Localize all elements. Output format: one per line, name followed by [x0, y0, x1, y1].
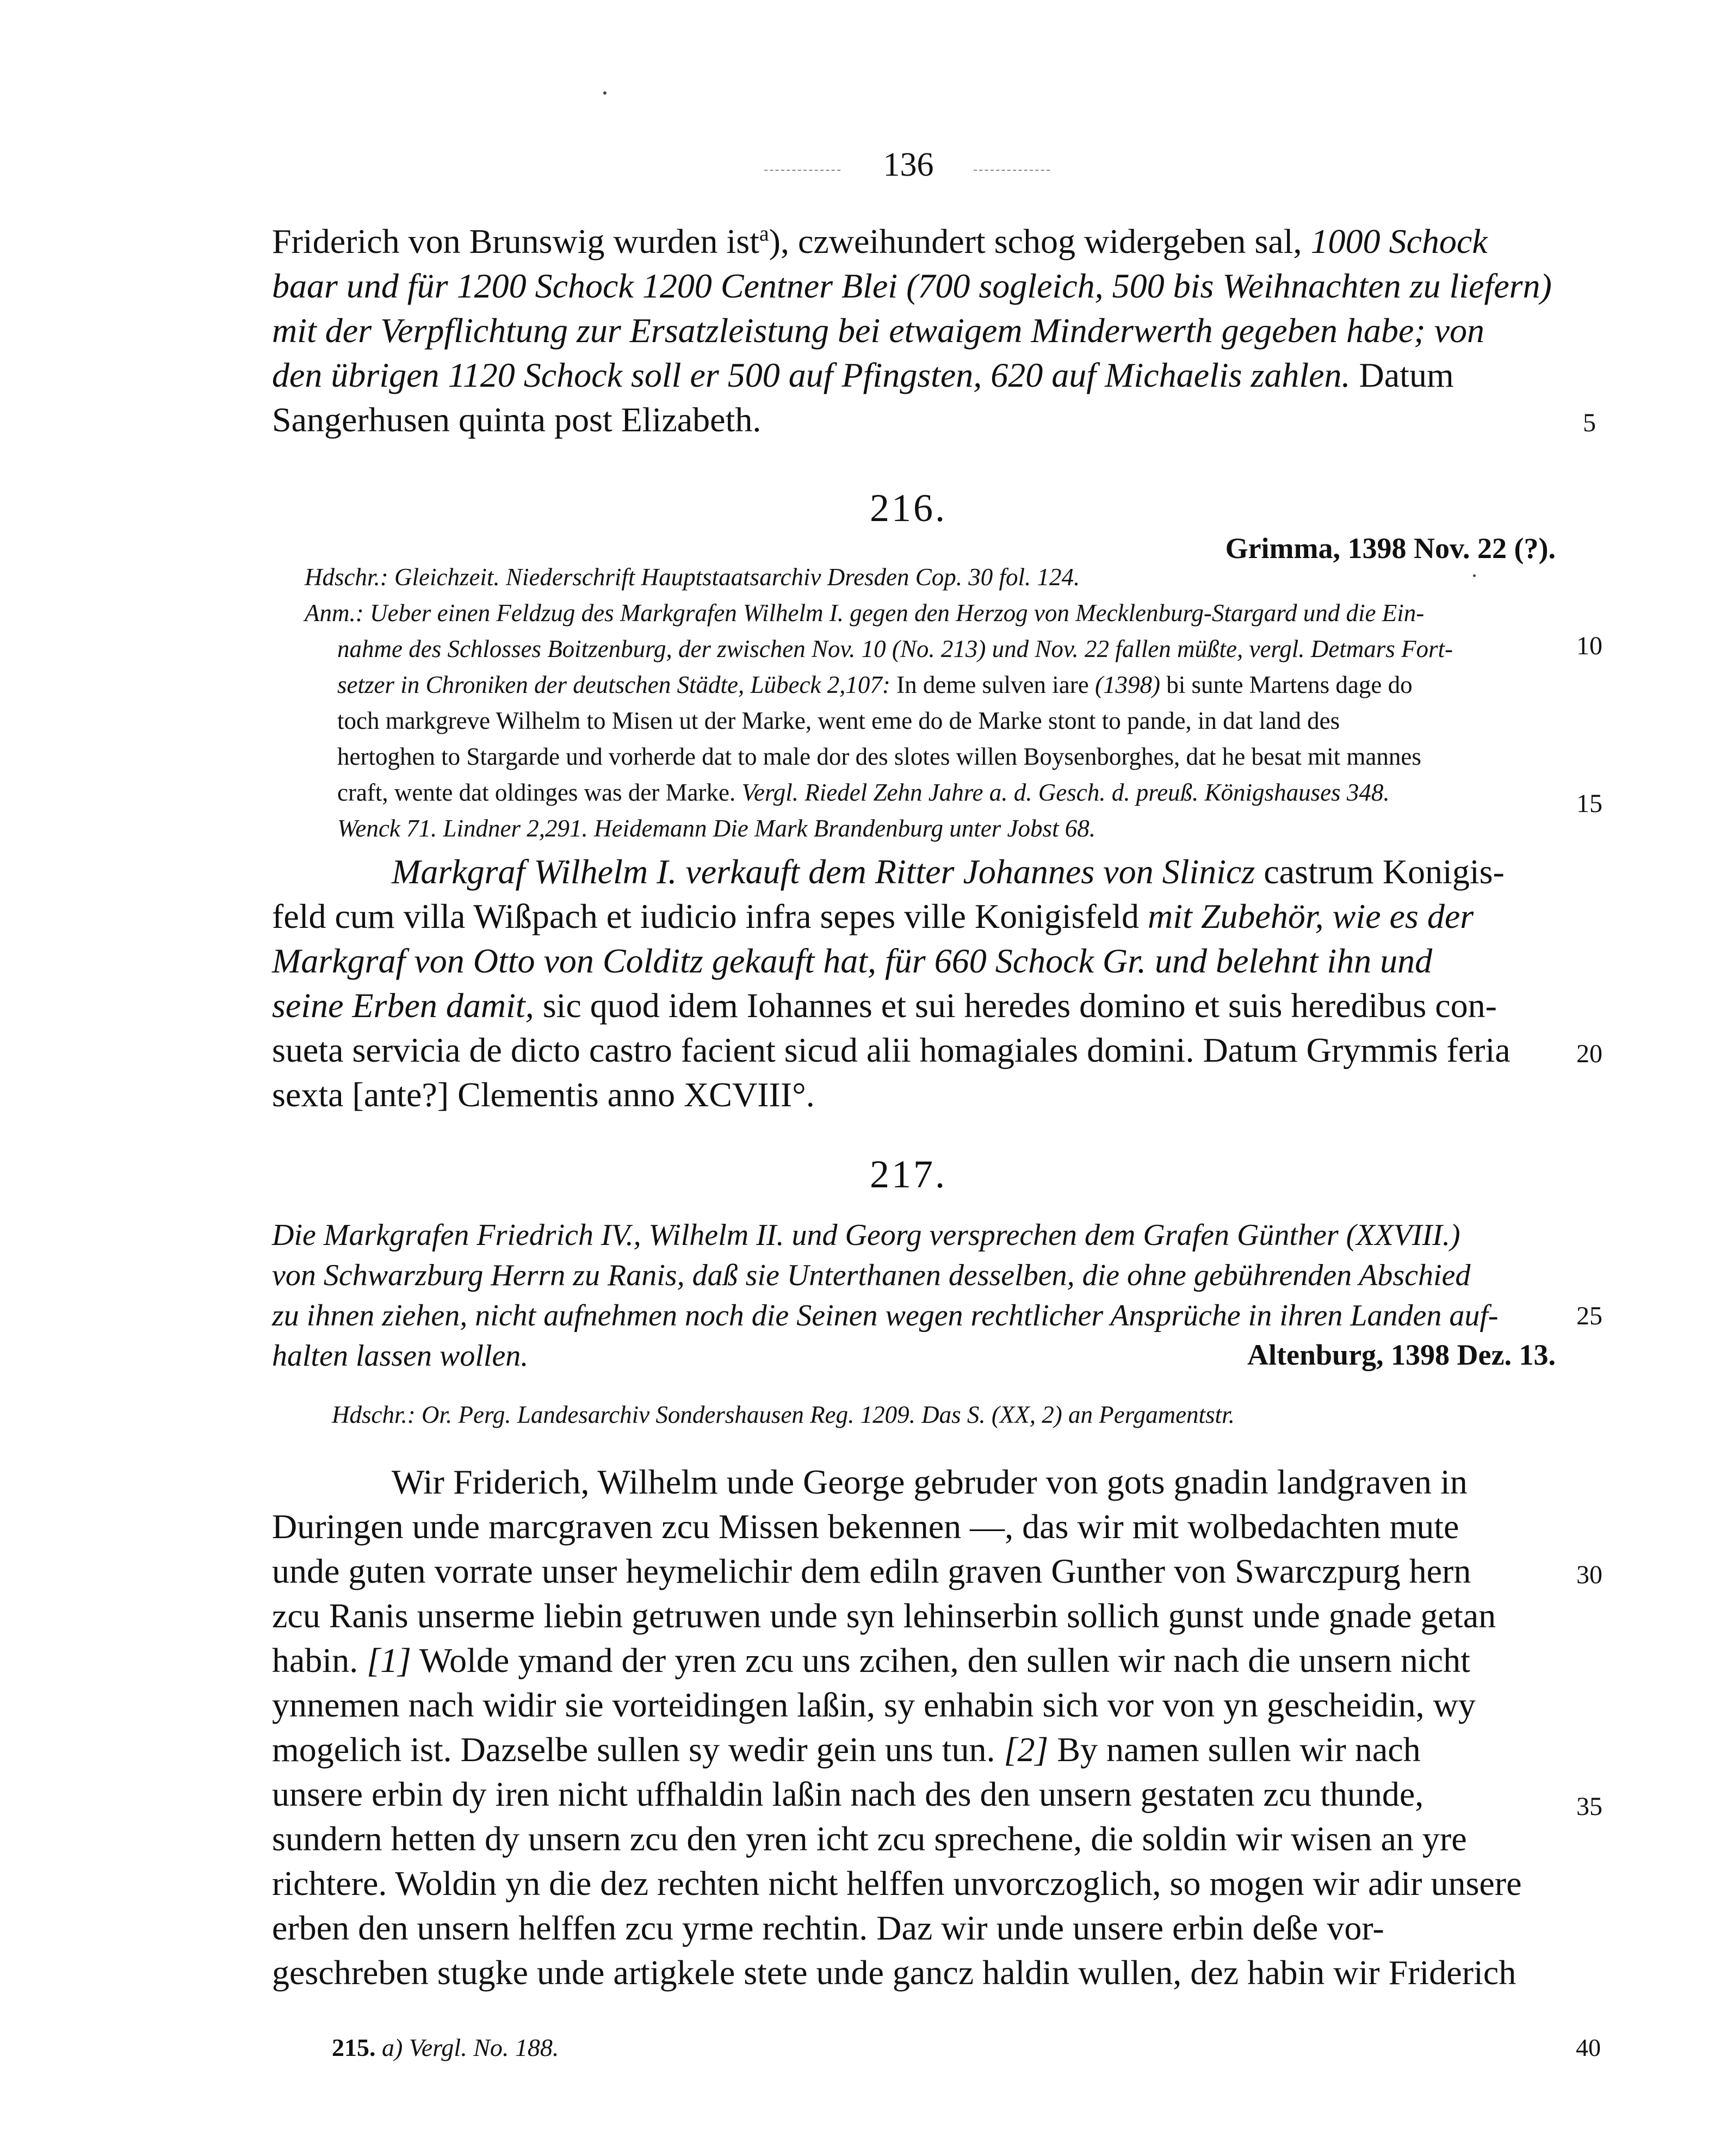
text-run: unsere erbin dy iren nicht uffhaldin laßin nach des den unsern gestaten zcu thunde, [272, 1775, 1424, 1813]
text-run: toch markgreve Wilhelm to Misen ut der Marke, went eme do de Marke stont to pande, in dat land des [337, 707, 1340, 734]
italic-text: setzer in Chroniken der deutschen Städte, Lübeck 2,107: [337, 671, 890, 698]
text-run: craft, wente dat oldinges was der Marke. [337, 779, 742, 806]
italic-text: mit Zubehör, wie es der [1148, 897, 1474, 935]
text-line [272, 1549, 1556, 1594]
text-run: Duringen unde marcgraven zcu Missen bekennen —, das wir mit wolbedachten mute [272, 1507, 1459, 1546]
document-216-text [272, 850, 1556, 1117]
text-run: sundern hetten dy unsern zcu den yren icht zcu sprechene, die soldin wir wisen an yre [272, 1819, 1467, 1858]
footnote [332, 2033, 559, 2062]
text-line [272, 1594, 1556, 1638]
page-header [0, 146, 1733, 189]
italic-text: Anm.: Ueber einen Feldzug des Markgrafen Wilhelm I. gegen den Herzog von Mecklenburg-Stargard und die Ein- [305, 599, 1425, 627]
text-line [272, 1906, 1556, 1950]
italic-text: [1] [367, 1641, 411, 1680]
italic-text: Markgraf Wilhelm I. verkauft dem Ritter Johannes von Slinicz [392, 852, 1255, 891]
hdschr-217: Hdschr.: Or. Perg. Landesarchiv Sondershausen Reg. 1209. Das S. (XX, 2) an Pergamentstr. [332, 1401, 1235, 1428]
text-run: geschreben stugke unde artigkele stete unde gancz haldin wullen, dez habin wir Friderich [272, 1953, 1517, 1992]
italic-text: Hdschr.: Gleichzeit. Niederschrift Hauptstaatsarchiv Dresden Cop. 30 fol. 124. [305, 563, 1080, 591]
text-run: In deme sulven iare [890, 671, 1095, 698]
text-line [272, 1073, 1556, 1117]
annotation-line [305, 595, 1556, 631]
italic-text: baar und für 1200 Schock 1200 Centner Blei (700 sogleich, 500 bis Weihnachten zu liefern) [272, 267, 1552, 305]
regest-line: halten lassen wollen. [272, 1339, 529, 1373]
document-number-217: 217. [870, 1153, 947, 1196]
document-217-hdschr [332, 1397, 1556, 1433]
text-run: By namen sullen wir nach [1048, 1730, 1421, 1769]
annotation-line [305, 667, 1556, 703]
text-line [272, 850, 1556, 894]
text-line [272, 1817, 1556, 1861]
italic-text: mit der Verpflichtung zur Ersatzleistung bei etwaigem Minderwerth gegeben habe; von [272, 311, 1484, 350]
line-number: 35 [1576, 1792, 1602, 1821]
footnote-text: a) Vergl. No. 188. [382, 2034, 559, 2061]
italic-text: den übrigen 1120 Schock soll er 500 auf Pfingsten, 620 auf Michaelis zahlen. [272, 356, 1351, 394]
text-run: sueta servicia de dicto castro facient sicud alii homagiales domini. Datum Grymmis feria [272, 1031, 1511, 1069]
line-number: 15 [1576, 789, 1602, 818]
text-run: sexta [ante?] Clementis anno XCVIII°. [272, 1075, 815, 1114]
line-number: 25 [1576, 1302, 1602, 1330]
text-run: Friderich von Brunswig wurden ist [272, 222, 759, 261]
line-number: 30 [1576, 1560, 1602, 1589]
page-number: 136 [883, 146, 934, 183]
regest-line: von Schwarzburg Herrn zu Ranis, daß sie Unterthanen desselben, die ohne gebührenden Abschied [272, 1259, 1471, 1292]
text-run: unde guten vorrate unser heymelichir dem ediln graven Gunther von Swarczpurg hern [272, 1552, 1471, 1590]
annotation-line [305, 703, 1556, 739]
line-number: 10 [1576, 631, 1602, 660]
text-run: bi sunte Martens dage do [1160, 671, 1413, 698]
document-216-notes [305, 559, 1556, 846]
text-line [272, 264, 1556, 308]
text-line [272, 1861, 1556, 1906]
text-run: mogelich ist. Dazselbe sullen sy wedir gein uns tun. [272, 1730, 1004, 1769]
regest-line: Die Markgrafen Friedrich IV., Wilhelm II. und Georg versprechen dem Grafen Günther (XXVIII.) [272, 1218, 1460, 1252]
footnote-marker: a [759, 221, 769, 246]
text-line [272, 308, 1556, 353]
line-number: 5 [1583, 408, 1596, 437]
regest-line: zu ihnen ziehen, nicht aufnehmen noch die Seinen wegen rechtlicher Ansprüche in ihren Landen auf- [272, 1299, 1499, 1333]
header-rule-left [764, 170, 840, 171]
annotation-line [305, 739, 1556, 775]
text-line [272, 353, 1556, 398]
text-line [272, 983, 1556, 1028]
text-line [272, 1460, 1556, 1504]
text-run: sic quod idem Iohannes et sui heredes domino et suis heredibus con- [534, 986, 1497, 1025]
italic-text: Markgraf von Otto von Colditz gekauft hat, für 660 Schock Gr. und belehnt ihn und [272, 941, 1433, 980]
text-line [272, 1772, 1556, 1817]
text-run: erben den unsern helffen zcu yrme rechtin. Daz wir unde unsere erbin deße vor- [272, 1909, 1384, 1947]
italic-text: seine Erben damit, [272, 986, 534, 1025]
header-rule-right [974, 170, 1050, 171]
text-run: Wolde ymand der yren zcu uns zcihen, den sullen wir nach die unsern nicht [411, 1641, 1470, 1680]
text-run: feld cum villa Wißpach et iudicio infra sepes ville Konigisfeld [272, 897, 1148, 935]
text-run: Wir Friderich, Wilhelm unde George gebruder von gots gnadin landgraven in [392, 1463, 1468, 1501]
italic-text: 1000 Schock [1310, 222, 1488, 261]
annotation-line [305, 810, 1556, 846]
document-number-216: 216. [870, 486, 947, 530]
text-line [272, 1028, 1556, 1073]
annotation-line [305, 631, 1556, 667]
text-run: richtere. Woldin yn die dez rechten nicht helffen unvorczoglich, so mogen wir adir unsere [272, 1864, 1522, 1903]
text-run: ynnemen nach widir sie vorteidingen laßin, sy enhabin sich vor von yn gescheidin, wy [272, 1686, 1476, 1724]
text-line [272, 1683, 1556, 1727]
text-run: zcu Ranis unserme liebin getruwen unde syn lehinserbin sollich gunst unde gnade getan [272, 1596, 1496, 1635]
text-run: hertoghen to Stargarde und vorherde dat to male dor des slotes willen Boysenborghes, dat he besat mit mannes [337, 743, 1421, 770]
text-run: habin. [272, 1641, 367, 1680]
italic-text: nahme des Schlosses Boitzenburg, der zwischen Nov. 10 (No. 213) und Nov. 22 fallen müßte, vergl. Detmars Fort- [337, 635, 1453, 662]
text-run: Datum [1350, 356, 1454, 394]
document-217-text [272, 1460, 1556, 1995]
dateline-216: Grimma, 1398 Nov. 22 (?). [1225, 532, 1556, 565]
text-line [272, 1950, 1556, 1995]
text-line [272, 939, 1556, 983]
italic-text: (1398) [1094, 671, 1160, 698]
line-number-40: 40 [1576, 2034, 1601, 2061]
hdschr-216 [305, 559, 1556, 595]
dateline-217: Altenburg, 1398 Dez. 13. [1247, 1339, 1556, 1371]
annotation-line [305, 775, 1556, 810]
ink-speck [1473, 574, 1476, 577]
text-line [272, 894, 1556, 939]
ink-speck [603, 91, 606, 95]
footnote-number: 215. [332, 2034, 376, 2061]
text-line [272, 219, 1556, 264]
text-line [272, 1727, 1556, 1772]
text-run: Sangerhusen quinta post Elizabeth. [272, 400, 762, 439]
italic-text: [2] [1004, 1730, 1049, 1769]
text-line [272, 1638, 1556, 1683]
italic-text: Vergl. Riedel Zehn Jahre a. d. Gesch. d. preuß. Königshauses 348. [741, 779, 1390, 806]
line-number: 20 [1576, 1039, 1602, 1068]
text-line [272, 398, 1556, 442]
italic-text: Wenck 71. Lindner 2,291. Heidemann Die Mark Brandenburg unter Jobst 68. [337, 815, 1095, 842]
text-run: ), czweihundert schog widergeben sal, [769, 222, 1311, 261]
document-215-continuation [272, 219, 1556, 442]
text-run: castrum Konigis- [1255, 852, 1505, 891]
text-line [272, 1504, 1556, 1549]
